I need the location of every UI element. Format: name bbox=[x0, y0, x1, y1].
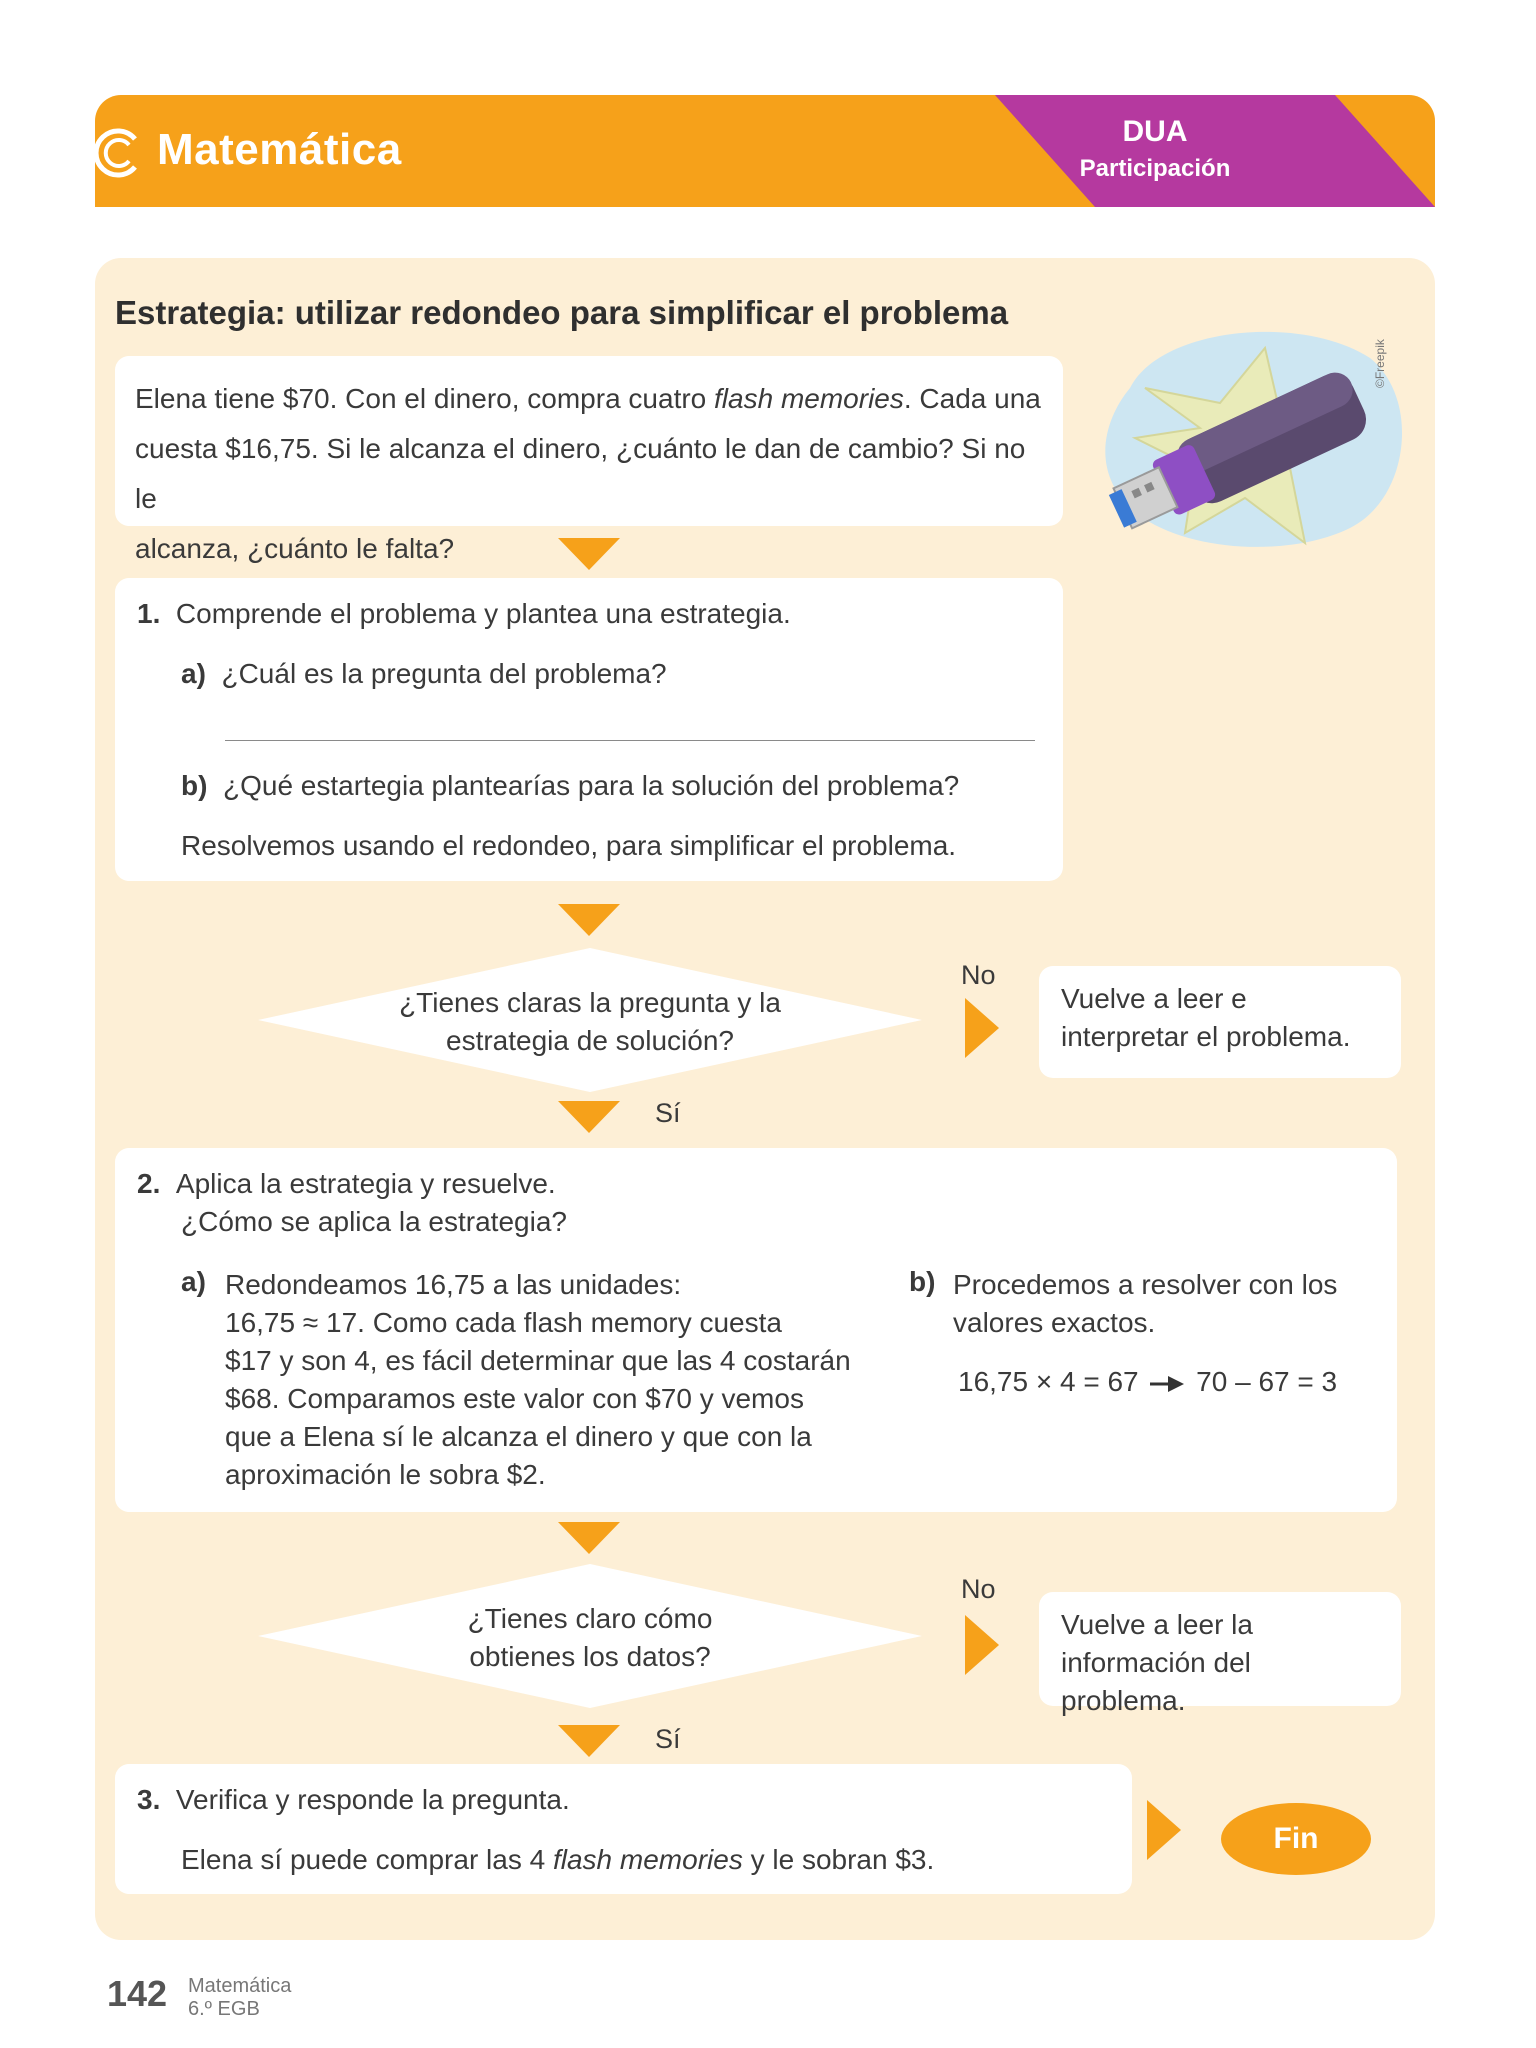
image-credit: ©Freepik bbox=[1373, 339, 1387, 388]
subject-title: Matemática bbox=[157, 125, 402, 174]
step-3-card bbox=[115, 1764, 1132, 1894]
right-arrow-icon bbox=[965, 998, 999, 1058]
down-arrow-icon bbox=[558, 1725, 620, 1757]
answer-line[interactable] bbox=[225, 740, 1035, 741]
right-arrow-icon bbox=[965, 1615, 999, 1675]
step-2-a-text: Redondeamos 16,75 a las unidades: 16,75 ≈ 17. Como cada flash memory cuesta $17 y son 4, es fácil determinar que las 4 costarán $68. Comparamos este valor con $70 y vemos que a Elena sí le alcanza el dinero y que con la aproximación le sobra $2. bbox=[225, 1269, 851, 1490]
step-1-answer: Resolvemos usando el redondeo, para simplificar el problema. bbox=[181, 830, 957, 861]
right-arrow-icon bbox=[1147, 1800, 1181, 1860]
problem-line-1: Elena tiene $70. Con el dinero, compra cuatro flash memories. Cada una bbox=[135, 383, 1041, 414]
step-1-heading: 1. Comprende el problema y plantea una estrategia. bbox=[137, 598, 791, 629]
step-2-card bbox=[115, 1148, 1397, 1512]
decision-2-text: ¿Tienes claro cómo obtienes los datos? bbox=[467, 1603, 713, 1672]
decision-1-no-card: Vuelve a leer e interpretar el problema. bbox=[1039, 966, 1401, 1078]
dua-band bbox=[995, 95, 1435, 207]
brand-logo-icon bbox=[95, 125, 143, 181]
page-number: 142 bbox=[107, 1973, 168, 2014]
step-3-answer: Elena sí puede comprar las 4 flash memories y le sobran $3. bbox=[181, 1844, 935, 1875]
problem-line-2: cuesta $16,75. Si le alcanza el dinero, ¿cuánto le dan de cambio? Si no le bbox=[135, 433, 1026, 514]
usb-flash-drive-icon bbox=[1090, 318, 1410, 558]
strategy-title: Estrategia: utilizar redondeo para simplificar el problema bbox=[115, 294, 1009, 331]
step-1-card bbox=[115, 578, 1063, 881]
problem-line-3: alcanza, ¿cuánto le falta? bbox=[135, 533, 455, 564]
footer-subject: Matemática 6.º EGB bbox=[188, 1975, 292, 2020]
decision-1-text: ¿Tienes claras la pregunta y la estrategia de solución? bbox=[399, 987, 781, 1056]
problem-card bbox=[115, 356, 1063, 564]
strategy-panel bbox=[95, 258, 1435, 1940]
step-1-question-a: a) ¿Cuál es la pregunta del problema? bbox=[181, 658, 667, 689]
step-2-heading: 2. Aplica la estrategia y resuelve. bbox=[137, 1168, 556, 1199]
down-arrow-icon bbox=[558, 538, 620, 570]
fin-terminator: Fin bbox=[1221, 1803, 1371, 1875]
step-3-heading: 3. Verifica y responde la pregunta. bbox=[137, 1784, 570, 1815]
dua-subtitle: Participación bbox=[1079, 155, 1231, 182]
no-label: No bbox=[961, 960, 996, 990]
equation: 16,75 × 4 = 67 70 – 67 = 3 bbox=[958, 1366, 1338, 1397]
arrow-right-icon bbox=[1150, 1374, 1184, 1394]
step-2-b-text: Procedemos a resolver con los valores exactos. bbox=[953, 1269, 1338, 1338]
yes-label: Sí bbox=[655, 1724, 681, 1754]
down-arrow-icon bbox=[558, 904, 620, 936]
yes-label: Sí bbox=[655, 1098, 681, 1128]
page-header bbox=[95, 95, 1435, 207]
step-2-a-label: a) bbox=[181, 1266, 206, 1297]
step-2-subtitle: ¿Cómo se aplica la estrategia? bbox=[181, 1206, 567, 1237]
step-1-question-b: b) ¿Qué estartegia plantearías para la solución del problema? bbox=[181, 770, 960, 801]
decision-2-no-card: Vuelve a leer la información del problema. bbox=[1039, 1592, 1401, 1706]
down-arrow-icon bbox=[558, 1101, 620, 1133]
down-arrow-icon bbox=[558, 1522, 620, 1554]
step-2-b-label: b) bbox=[909, 1266, 936, 1297]
dua-title: DUA bbox=[1122, 115, 1188, 148]
no-label: No bbox=[961, 1574, 996, 1604]
